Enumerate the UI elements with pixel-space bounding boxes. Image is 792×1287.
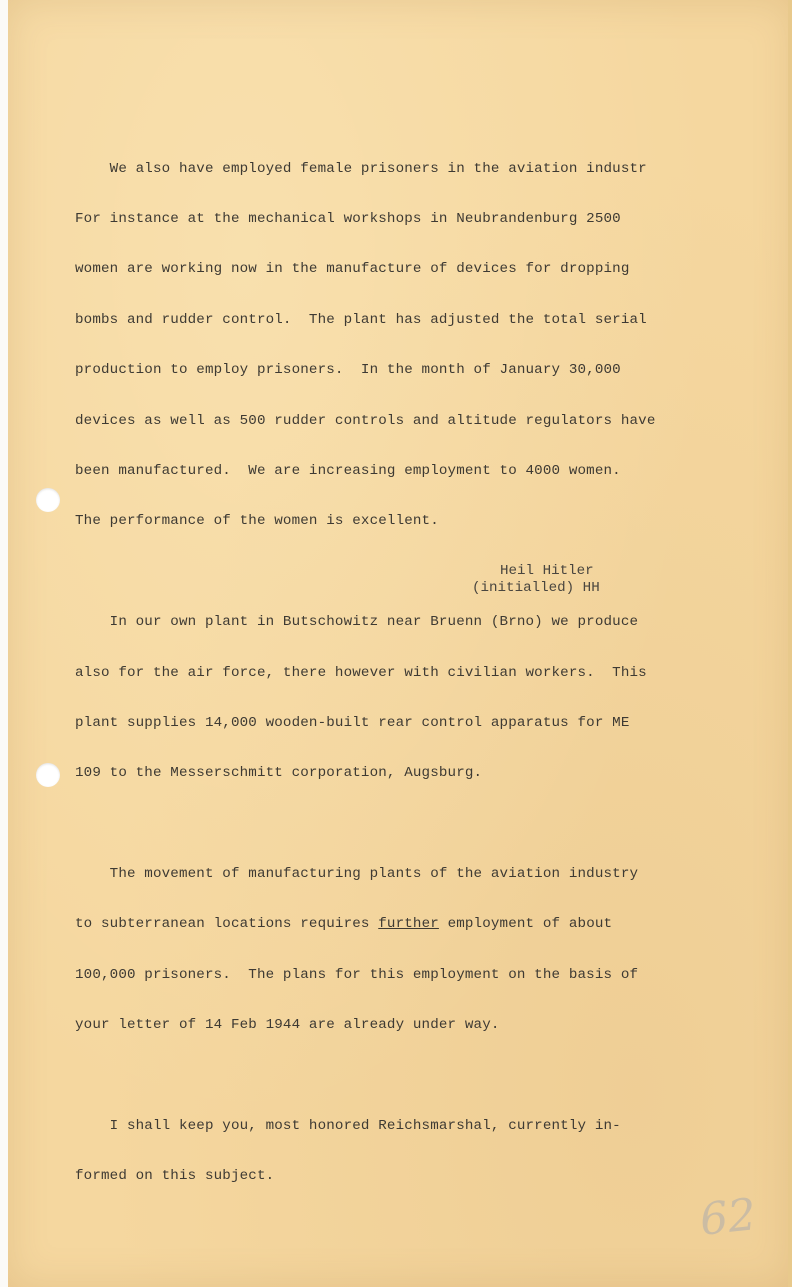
text-line: been manufactured. We are increasing employment to 4000 women.	[75, 462, 621, 479]
text-line: For instance at the mechanical workshops in Neubrandenburg 2500	[75, 210, 621, 227]
text-line: plant supplies 14,000 wooden-built rear control apparatus for ME	[75, 714, 630, 731]
text-line: The movement of manufacturing plants of the aviation industry	[75, 866, 639, 883]
text-line: 109 to the Messerschmitt corporation, Augsburg.	[75, 765, 483, 782]
text-line: 100,000 prisoners. The plans for this employment on the basis of	[75, 966, 639, 983]
punch-hole-upper	[36, 488, 60, 512]
paragraph-subterranean-plants	[75, 832, 745, 1067]
text-line: women are working now in the manufacture of devices for dropping	[75, 261, 630, 278]
text-line: your letter of 14 Feb 1944 are already under way.	[75, 1017, 500, 1034]
text-line: I shall keep you, most honored Reichsmarshal, currently in-	[75, 1118, 621, 1135]
paragraph-butschowitz-plant	[75, 581, 745, 816]
text-fragment: to subterranean locations requires	[75, 916, 379, 933]
handwritten-page-number: 62	[697, 1189, 759, 1246]
letter-body	[75, 127, 745, 1236]
paragraph-women-prisoners	[75, 127, 745, 564]
text-line: The performance of the women is excellent.	[75, 513, 439, 530]
salutation: Heil Hitler	[500, 563, 594, 579]
text-line: devices as well as 500 rudder controls and altitude regulators have	[75, 412, 656, 429]
punch-hole-lower	[36, 763, 60, 787]
text-line: bombs and rudder control. The plant has adjusted the total serial	[75, 311, 647, 328]
text-line: We also have employed female prisoners in the aviation industr	[75, 160, 647, 177]
text-line: production to employ prisoners. In the month of January 30,000	[75, 362, 621, 379]
text-line: formed on this subject.	[75, 1168, 275, 1185]
text-line: also for the air force, there however with civilian workers. This	[75, 664, 647, 681]
text-line	[75, 916, 745, 933]
underlined-word: further	[378, 916, 439, 933]
text-line: In our own plant in Butschowitz near Bruenn (Brno) we produce	[75, 614, 639, 631]
paragraph-closing-remark	[75, 1084, 745, 1218]
page-right-edge	[788, 0, 792, 1287]
signature-initials: (initialled) HH	[472, 580, 600, 596]
text-fragment: employment of about	[438, 916, 613, 933]
